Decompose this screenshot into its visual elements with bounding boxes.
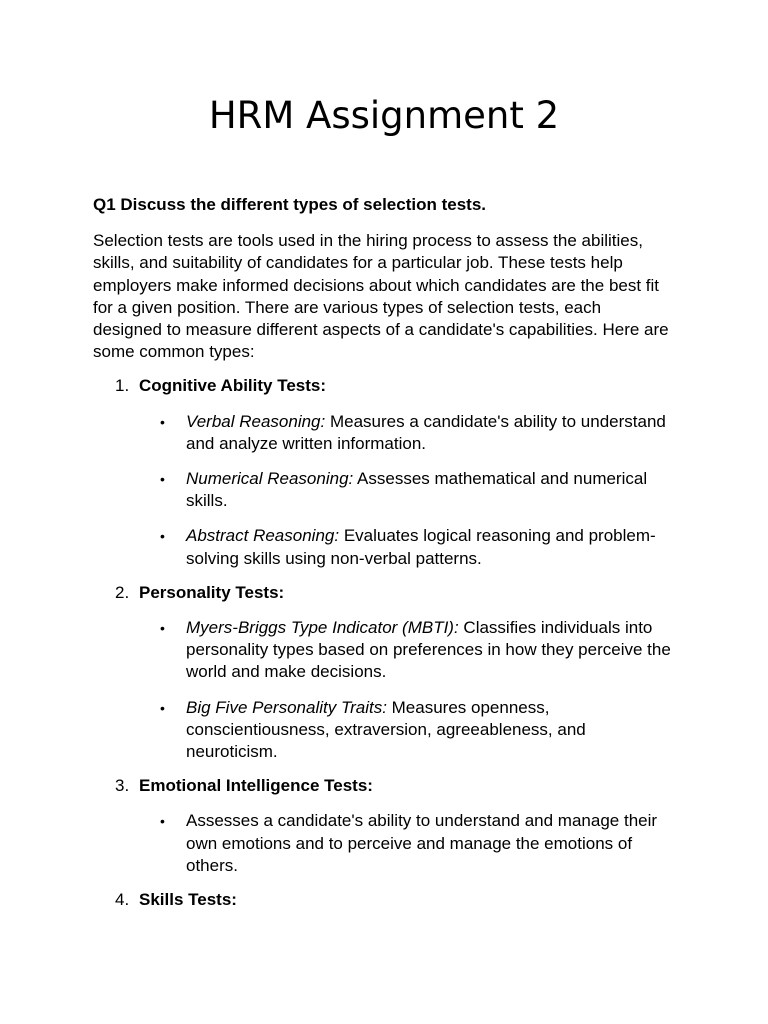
- intro-paragraph: Selection tests are tools used in the hiring process to assess the abilities, skills, and suitability of candidates for a particular job. These tests help employers make informed decisions about which candidates are the best fit for a given position. There are various types of selection tests, each designed to measure different aspects of a candidate's capabilities. Here are some common types:: [93, 231, 669, 362]
- section-label: Personality Tests:: [139, 582, 285, 602]
- bullet-term: Big Five Personality Traits:: [186, 697, 387, 717]
- bullet-text: Classifies individuals into personality types based on preferences in how they perceive the world and make decisions.: [186, 618, 671, 682]
- bullet-text: Evaluates logical reasoning and problem-solving skills using non-verbal patterns.: [186, 526, 656, 568]
- document-body: [93, 194, 673, 923]
- list-item-cognitive-ability: [93, 375, 673, 569]
- list-number: 1.: [115, 376, 130, 396]
- section-label: Cognitive Ability Tests:: [139, 376, 327, 396]
- bullet-icon: •: [160, 699, 165, 716]
- bullet-text: Measures openness, conscientiousness, extraversion, agreeableness, and neuroticism.: [186, 697, 586, 762]
- bullet-item: [93, 525, 673, 569]
- bullet-item: [93, 468, 673, 512]
- list-item-personality: [93, 582, 673, 763]
- bullet-text: Assesses mathematical and numerical skills.: [186, 469, 648, 511]
- list-item-skills: [93, 889, 673, 911]
- list-number: 2.: [115, 582, 130, 602]
- document-title: HRM Assignment 2: [208, 94, 560, 137]
- section-label: Emotional Intelligence Tests:: [139, 776, 373, 796]
- section-label: Skills Tests:: [139, 890, 237, 910]
- bullet-term: Myers-Briggs Type Indicator (MBTI):: [186, 618, 459, 638]
- question-heading: Q1 Discuss the different types of selection tests.: [93, 195, 487, 214]
- bullet-text: Assesses a candidate's ability to understand and manage their own emotions and to perceive and manage the emotions of others.: [186, 811, 658, 875]
- bullet-item: [93, 810, 673, 877]
- selection-test-list: [93, 375, 673, 911]
- bullet-item: [93, 617, 673, 684]
- bullet-list: [93, 411, 673, 570]
- list-number: 4.: [115, 890, 130, 910]
- bullet-term: Verbal Reasoning:: [186, 411, 326, 431]
- bullet-icon: •: [160, 620, 165, 637]
- list-number: 3.: [115, 776, 130, 796]
- bullet-list: [93, 810, 673, 877]
- bullet-term: Numerical Reasoning:: [186, 469, 354, 489]
- bullet-icon: •: [160, 413, 165, 430]
- bullet-item: [93, 697, 673, 764]
- bullet-list: [93, 617, 673, 763]
- bullet-icon: •: [160, 528, 165, 545]
- bullet-term: Abstract Reasoning:: [186, 526, 340, 546]
- bullet-icon: •: [160, 813, 165, 830]
- bullet-item: [93, 411, 673, 455]
- bullet-icon: •: [160, 471, 165, 488]
- list-item-emotional-intelligence: [93, 775, 673, 877]
- bullet-text: Measures a candidate's ability to understand and analyze written information.: [186, 411, 666, 453]
